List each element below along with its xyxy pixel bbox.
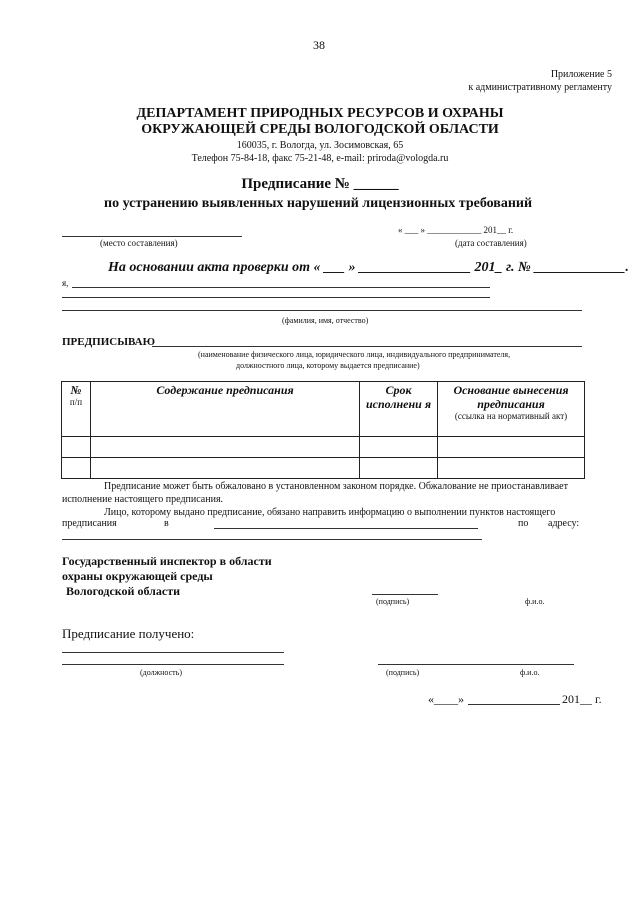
table-cell[interactable] [91,437,360,458]
received-position-caption: (должность) [140,668,182,677]
received-fio-caption: ф.и.о. [520,668,540,677]
ya-label: я, [62,278,69,288]
table-cell[interactable] [438,458,585,479]
table-cell[interactable] [91,458,360,479]
note-1-line-2: исполнение настоящего предписания. [62,494,224,505]
prescribe-label: ПРЕДПИСЫВАЮ [62,336,156,348]
date-template: « ___ » ____________ 201__ г. [398,225,514,235]
table-row [62,437,585,458]
fio-caption: (фамилия, имя, отчество) [282,316,369,325]
address-line [62,539,482,540]
header-basis [438,382,585,437]
fio-line-3 [62,310,582,311]
header-num [62,382,91,437]
document-title: Предписание № ______ [241,176,399,192]
department-address: 160035, г. Вологда, ул. Зосимовская, 65 [236,140,404,151]
prescribe-caption-2: должностного лица, которому выдается предписание) [236,361,420,370]
header-num-sub: п/п [69,397,83,407]
table-cell[interactable] [62,437,91,458]
header-term [360,382,438,437]
table-cell[interactable] [62,458,91,479]
prescribe-line [152,346,582,347]
basis-text: На основании акта проверки от « ___ » ________________ 201_ г. № _____________. [108,260,629,275]
table-cell[interactable] [360,437,438,458]
note-1-line-1: Предписание может быть обжаловано в установленном законом порядке. Обжалование не приостанавливает [104,481,568,492]
inspector-fio-caption: ф.и.о. [525,597,545,606]
table-header-row [62,382,585,437]
inspector-sign-line [372,594,438,595]
department-line-2: ОКРУЖАЮЩЕЙ СРЕДЫ ВОЛОГОДСКОЙ ОБЛАСТИ [141,122,499,137]
received-sign-caption: (подпись) [386,668,420,677]
header-basis-label: Основание вынесения предписания [453,383,569,411]
note-2-line-1: Лицо, которому выдано предписание, обязано направить информацию о выполнении пунктов настоящего [104,507,556,518]
fio-line-1 [72,287,490,288]
document-subtitle: по устранению выявленных нарушений лицензионных требований [104,196,533,211]
header-content-label: Содержание предписания [156,383,294,397]
header-content [91,382,360,437]
note-2-word-3: по [518,518,529,529]
received-line-1 [62,652,284,653]
prescribe-caption-1: (наименование физического лица, юридического лица, индивидуального предпринимателя, [198,350,511,359]
received-line-2 [62,664,284,665]
received-sign-line [378,664,574,665]
table-cell[interactable] [360,458,438,479]
place-line [62,236,242,237]
department-contacts: Телефон 75-84-18, факс 75-21-48, e-mail: priroda@vologda.ru [191,153,449,164]
prescription-table [61,381,585,479]
received-label: Предписание получено: [62,626,195,641]
final-date-year: 201__ г. [562,692,602,706]
inspector-sign-caption: (подпись) [376,597,410,606]
appendix-line-1: Приложение 5 [550,69,612,80]
inspector-line-3: Вологодской области [66,584,181,598]
note-2-word-1: предписания [62,518,117,529]
department-line-1: ДЕПАРТАМЕНТ ПРИРОДНЫХ РЕСУРСОВ И ОХРАНЫ [136,106,504,121]
fio-line-2 [62,297,490,298]
table-row [62,458,585,479]
header-term-label: Срок исполнени я [365,383,432,411]
date-caption: (дата составления) [455,238,527,248]
final-date-month-line [468,704,560,705]
appendix-line-2: к административному регламенту [468,82,612,93]
note-2-line-blank [214,528,478,529]
note-2-word-2: в [164,518,169,529]
place-caption: (место составления) [100,238,178,248]
table-cell[interactable] [438,437,585,458]
final-date-day: «____» [428,692,464,706]
inspector-line-1: Государственный инспектор в области [62,554,272,568]
header-num-label: № [70,383,82,397]
inspector-line-2: охраны окружающей среды [62,569,213,583]
header-basis-sub: (ссылка на нормативный акт) [454,411,568,421]
note-2-word-4: адресу: [548,518,580,529]
page-number: 38 [313,38,325,52]
